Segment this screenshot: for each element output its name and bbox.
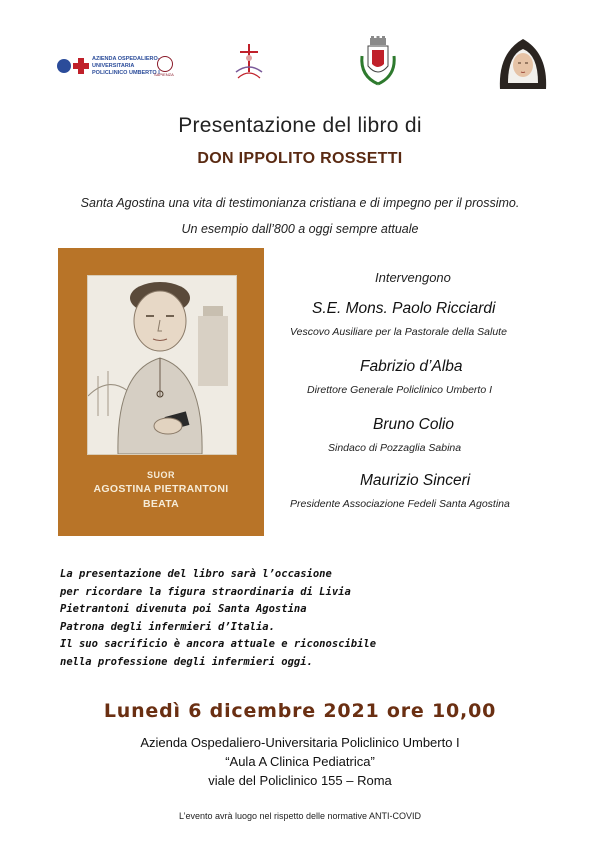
nursing-logo [232,42,266,82]
speaker-role: Direttore Generale Policlinico Umberto I [307,384,492,396]
paragraph-line: La presentazione del libro sarà l’occasione [60,568,332,580]
speaker-role: Vescovo Ausiliare per la Pastorale della Salute [290,326,507,338]
book-cover-line-2: AGOSTINA PIETRANTONI [93,483,229,495]
blue-circle-icon [57,59,71,73]
book-cover-portrait [87,275,237,455]
hospital-logo-text: AZIENDA OSPEDALIERO-UNIVERSITARIA POLICLINICO UMBERTO I [92,56,160,76]
covid-notice: L’evento avrà luogo nel rispetto delle normative ANTI-COVID [178,811,422,821]
page-title: Presentazione del libro di [178,114,422,137]
paragraph-line: Pietrantoni divenuta poi Santa Agostina [60,603,307,616]
speaker-name: Fabrizio d’Alba [360,358,463,375]
paragraph-line: Patrona degli infermieri d’Italia. [60,620,275,633]
speaker-role: Sindaco di Pozzaglia Sabina [328,442,462,454]
paragraph-line: Il suo sacrificio è ancora attuale e riconoscibile [60,638,377,651]
book-cover-line-3: BEATA [142,498,180,510]
hospital-logo [57,52,172,82]
venue-line-3: viale del Policlinico 155 – Roma [208,773,392,788]
santa-agostina-portrait-icon [494,33,552,89]
venue-line-2: “Aula A Clinica Pediatrica” [225,754,375,769]
municipal-coat-of-arms [358,36,398,90]
subtitle-line-2: Un esempio dall’800 a oggi sempre attuale [181,222,419,236]
speaker-role: Presidente Associazione Fedeli Santa Agostina [290,498,510,510]
subtitle-line-1: Santa Agostina una vita di testimonianza cristiana e di impegno per il prossimo. [80,196,520,210]
speakers-heading: Intervengono [375,270,451,285]
venue-line-1: Azienda Ospedaliero-Universitaria Policlinico Umberto I [140,735,460,750]
book-author: DON IPPOLITO ROSSETTI [197,150,403,167]
university-seal-icon [157,56,173,72]
speaker-name: S.E. Mons. Paolo Ricciardi [312,300,496,317]
speaker-name: Bruno Colio [373,416,454,433]
book-cover-line-1: SUOR [146,470,175,480]
paragraph-line: per ricordare la figura straordinaria di Livia [60,585,351,598]
book-cover [58,248,264,536]
red-cross-icon [73,58,89,74]
event-date: Lunedì 6 dicembre 2021 ore 10,00 [103,700,497,722]
university-logo-text: SAPIENZA [154,72,174,77]
description-paragraph [60,566,530,672]
speaker-name: Maurizio Sinceri [360,472,471,489]
paragraph-line: nella professione degli infermieri oggi. [60,655,313,668]
